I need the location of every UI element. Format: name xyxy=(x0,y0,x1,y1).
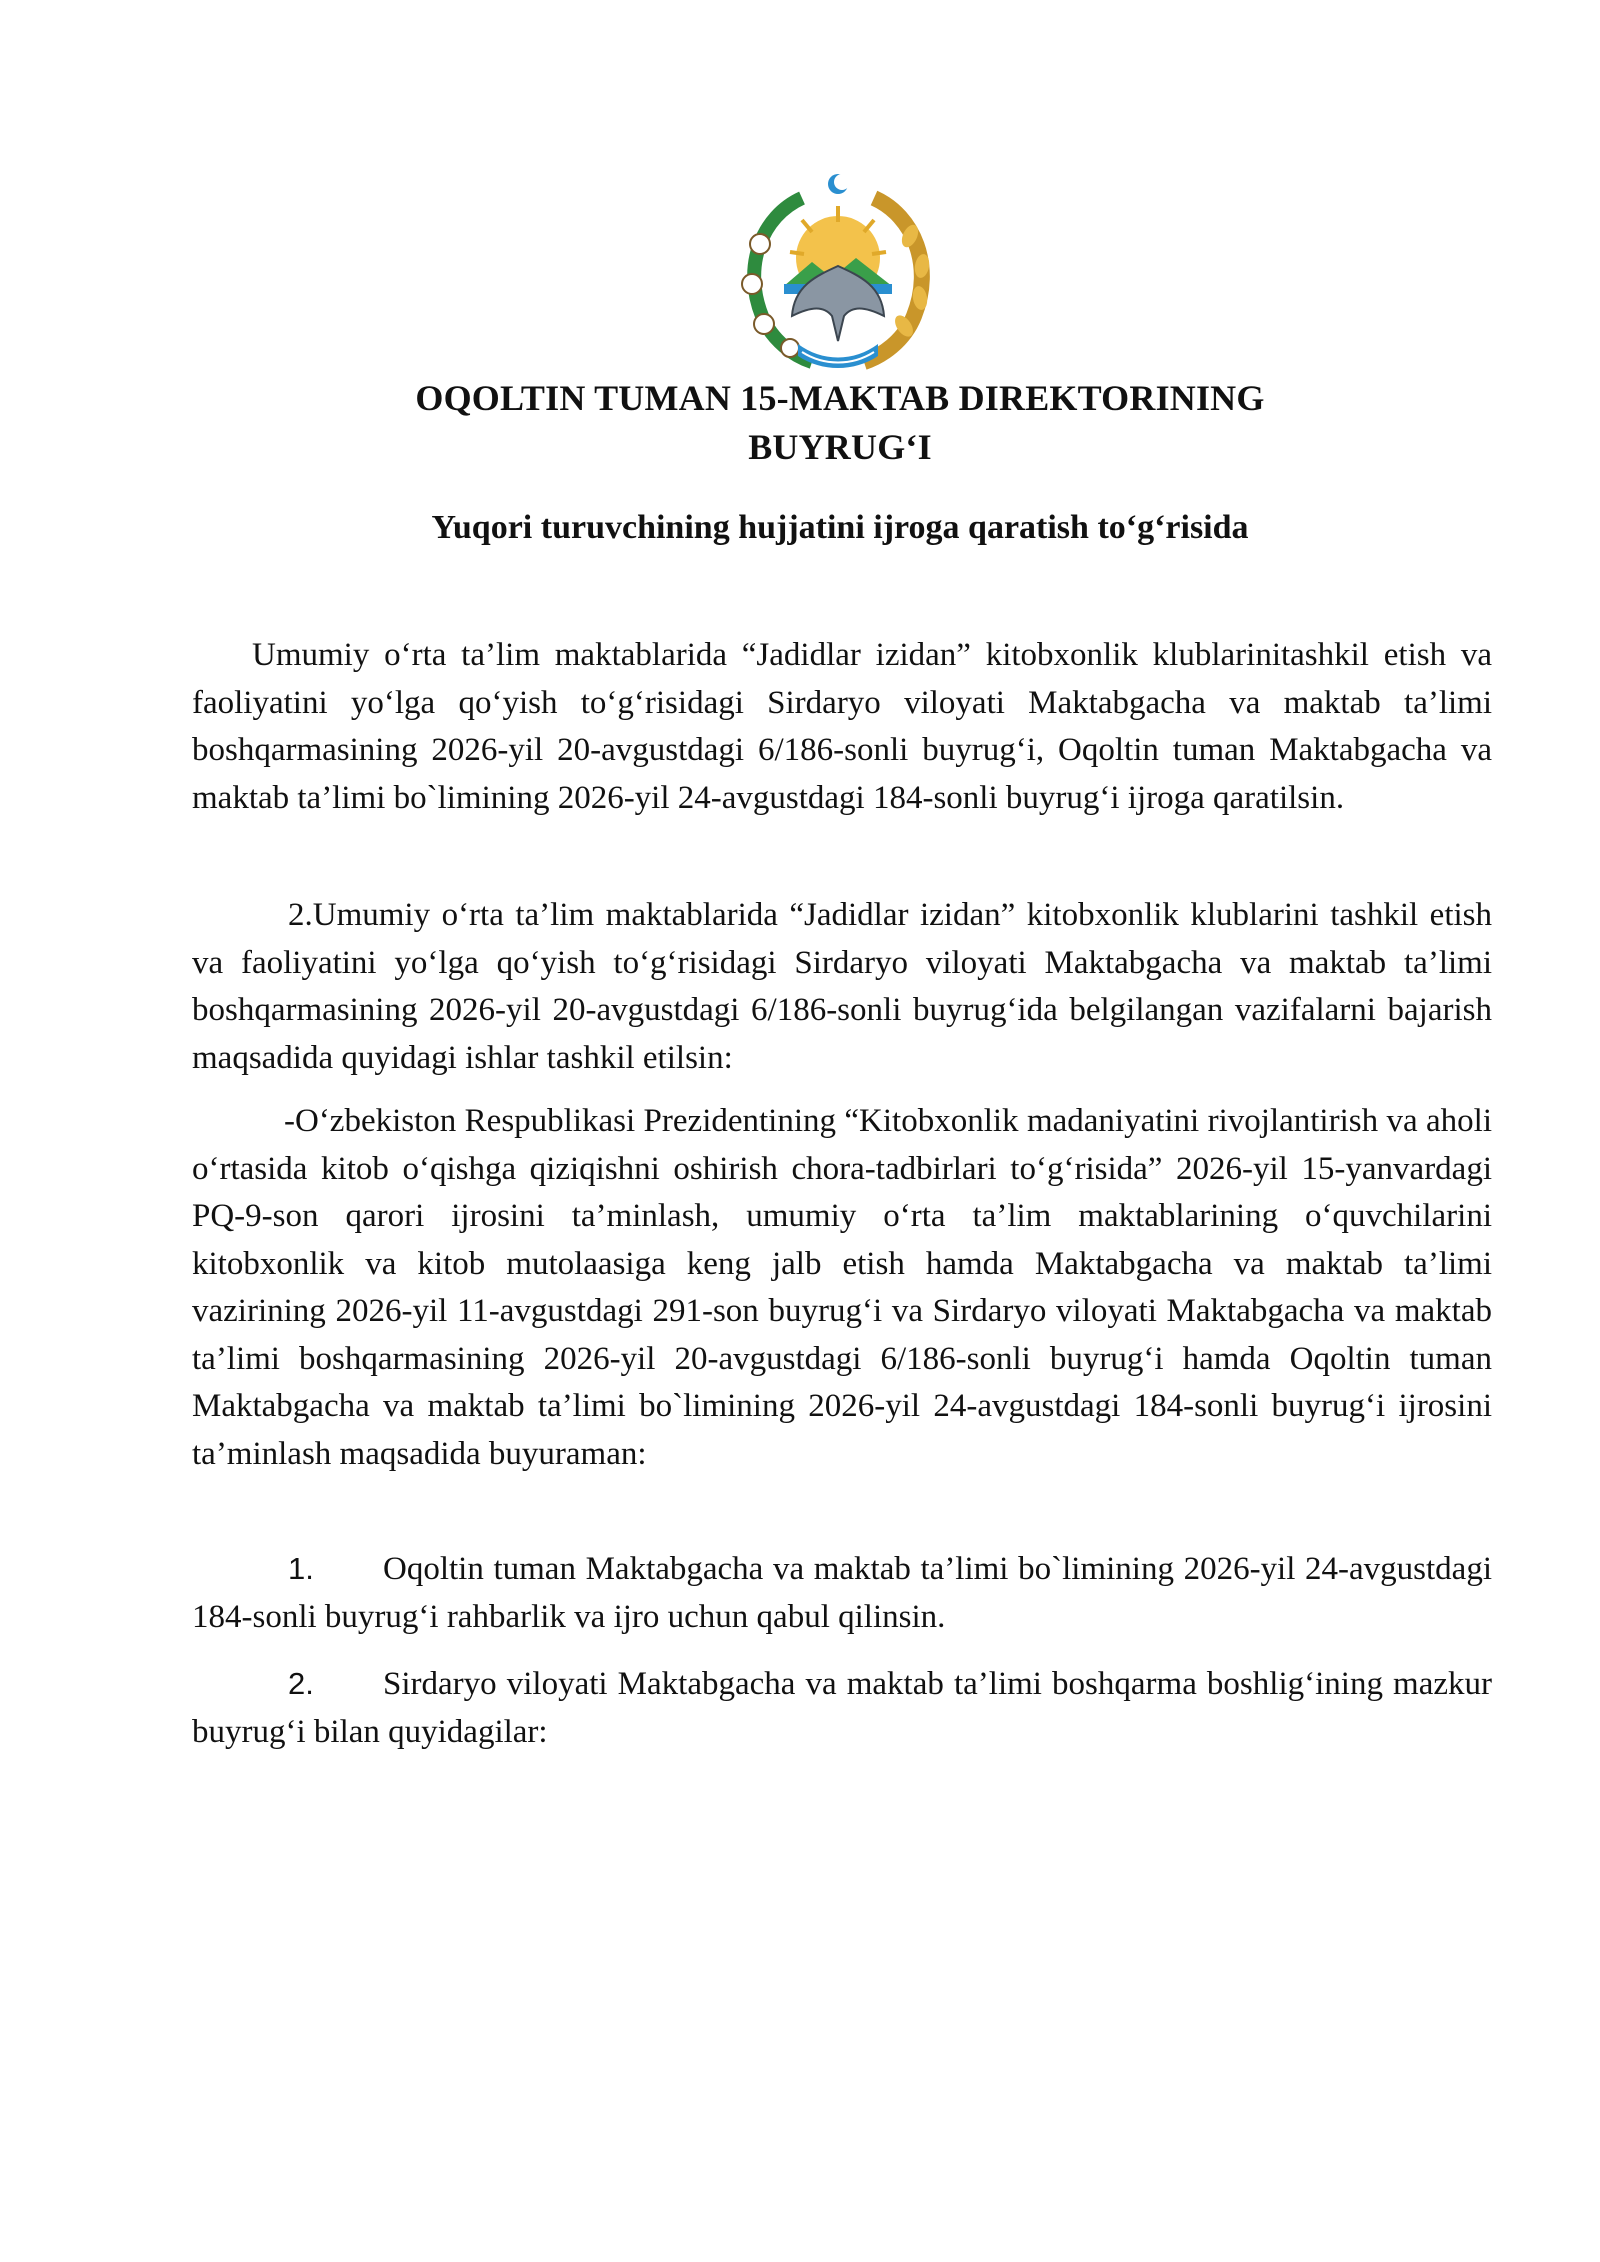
numbered-item-1 xyxy=(192,1545,1492,1641)
item-number: 2. xyxy=(288,1666,314,1701)
item-text: Sirdaryo viloyati Maktabgacha va maktab ta’limi boshqarma boshlig‘ining mazkur buyrug‘i bilan quyidagilar: xyxy=(192,1666,1492,1750)
title-line-2: BUYRUG‘I xyxy=(748,427,932,467)
item-text: Oqoltin tuman Maktabgacha va maktab ta’limi bo`limining 2026-yil 24-avgustdagi 184-sonli buyrug‘i rahbarlik va ijro uchun qabul qilinsin. xyxy=(192,1551,1492,1635)
paragraph-2: 2.Umumiy o‘rta ta’lim maktablarida “Jadidlar izidan” kitobxonlik klublarini tashkil etish va faoliyatini yo‘lga qo‘yish to‘g‘risidagi Sirdaryo viloyati Maktabgacha va maktab ta’limi boshqarmasining 2026-yil 20-avgustdagi 6/186-sonli buyrug‘ida belgilangan vazifalarni bajarish maqsadida quyidagi ishlar tashkil etilsin: xyxy=(192,897,1492,1076)
paragraph-1: Umumiy o‘rta ta’lim maktablarida “Jadidlar izidan” kitobxonlik klublarinitashkil etish va faoliyatini yo‘lga qo‘yish to‘g‘risidagi Sirdaryo viloyati Maktabgacha va maktab ta’limi boshqarmasining 2026-yil 20-avgustdagi 6/186-sonli buyrug‘i, Oqoltin tuman Maktabgacha va maktab ta’limi bo`limining 2026-yil 24-avgustdagi 184-sonli buyrug‘i ijroga qaratilsin. xyxy=(192,637,1492,816)
numbered-item-2 xyxy=(192,1660,1492,1756)
document-title xyxy=(0,374,1600,472)
item-number: 1. xyxy=(288,1551,314,1586)
state-emblem-icon xyxy=(732,166,944,374)
document-subtitle: Yuqori turuvchining hujjatini ijroga qaratish to‘g‘risida xyxy=(431,509,1249,546)
title-line-1: OQOLTIN TUMAN 15-MAKTAB DIREKTORINING xyxy=(415,378,1265,418)
paragraph-3: -O‘zbekiston Respublikasi Prezidentining “Kitobxonlik madaniyatini rivojlantirish va aholi o‘rtasida kitob o‘qishga qiziqishni oshirish chora-tadbirlari to‘g‘risida” 2026-yil 15-yanvardagi PQ-9-son qarori ijrosini ta’minlash, umumiy o‘rta ta’lim maktablarining o‘quvchilarini kitobxonlik va kitob mutolaasiga keng jalb etish hamda Maktabgacha va maktab ta’limi vazirining 2026-yil 11-avgustdagi 291-son buyrug‘i va Sirdaryo viloyati Maktabgacha va maktab ta’limi boshqarmasining 2026-yil 20-avgustdagi 6/186-sonli buyrug‘i hamda Oqoltin tuman Maktabgacha va maktab ta’limi bo`limining 2026-yil 24-avgustdagi 184-sonli buyrug‘i ijrosini ta’minlash maqsadida buyuraman: xyxy=(192,1103,1492,1472)
